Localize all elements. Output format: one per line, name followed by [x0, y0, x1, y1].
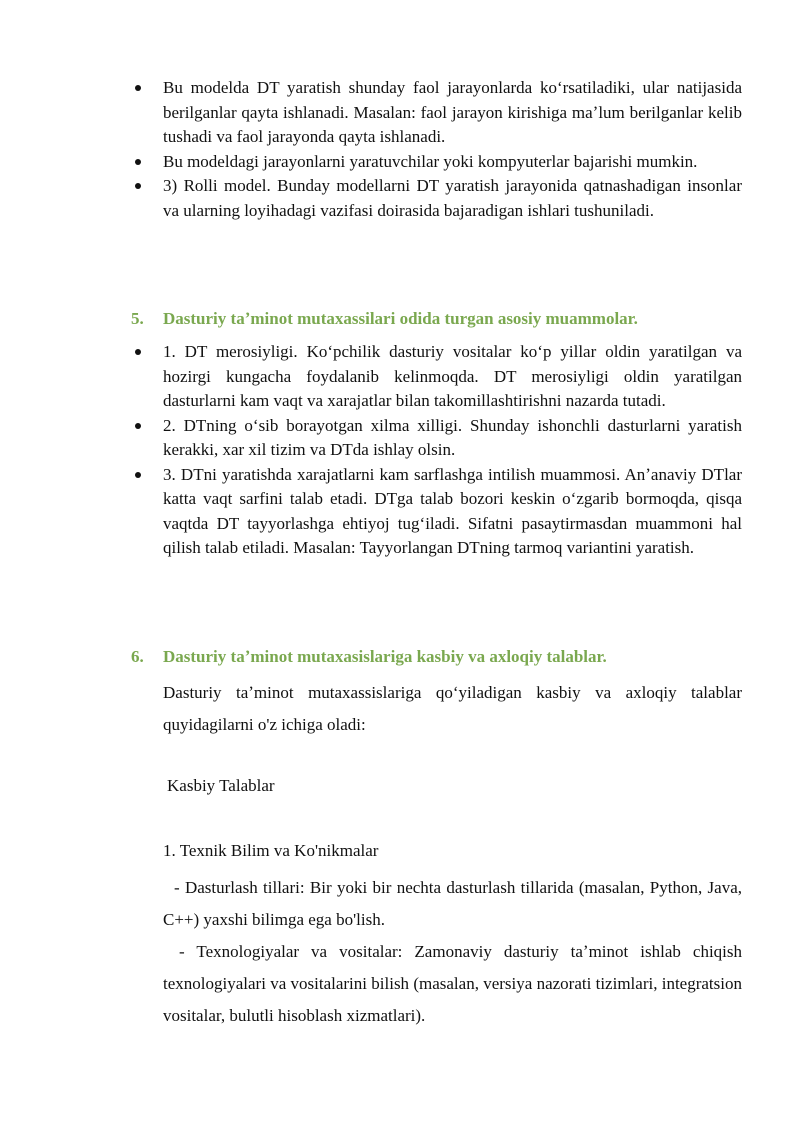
item-title: 1. Texnik Bilim va Ko'nikmalar	[163, 841, 379, 860]
bullet-list-problems	[134, 340, 742, 561]
item-point: - Dasturlash tillari: Bir yoki bir nechta dasturlash tillarida (masalan, Python, Java, C++) yaxshi bilimga ega bo'lish.	[163, 878, 742, 929]
list-item: 1. DT merosiyligi. Koʻpchilik dasturiy vositalar koʻp yillar oldin yaratilgan va hozirgi kungacha foydalanib kelinmoqda. DT merosiyligi oldin yaratilgan dasturlarni kam vaqt va xarajatlar bilan takomillashtirishni nazarda tutadi.	[134, 340, 742, 414]
intro-paragraph: Dasturiy taʼminot mutaxassislariga qoʻyiladigan kasbiy va axloqiy talablar quyidagilarni o'z ichiga oladi:	[163, 683, 742, 734]
list-item: 3) Rolli model. Bunday modellarni DT yaratish jarayonida qatnashadigan insonlar va ularning loyihadagi vazifasi doirasida bajaradigan ishlari tushuniladi.	[134, 174, 742, 223]
list-item: 2. DTning oʻsib borayotgan xilma xilligi. Shunday ishonchli dasturlarni yaratish kerakki, xar xil tizim va DTda ishlay olsin.	[134, 414, 742, 463]
list-item: Bu modeldagi jarayonlarni yaratuvchilar yoki kompyuterlar bajarishi mumkin.	[134, 150, 742, 175]
subheading-kasbiy-talablar: Kasbiy Talablar	[167, 776, 275, 795]
list-item: 3. DTni yaratishda xarajatlarni kam sarflashga intilish muammosi. Anʼanaviy DTlar katta vaqt sarfini talab etadi. DTga talab bozori keskin oʻzgarib bormoqda, qisqa vaqtda DT tayyorlashga ehtiyoj tugʻiladi. Sifatni pasaytirmasdan muammoni hal qilish talab etiladi. Masalan: Tayyorlangan DTning tarmoq variantini yaratish.	[134, 463, 742, 561]
section-title: Dasturiy taʼminot mutaxassilari odida turgan asosiy muammolar.	[163, 309, 638, 328]
item-point: - Texnologiyalar va vositalar: Zamonaviy dasturiy taʼminot ishlab chiqish texnologiyalari va vositalarini bilish (masalan, versiya nazorati tizimlari, integratsion vositalar, bulutli hisoblash xizmatlari).	[163, 942, 742, 1025]
section-title: Dasturiy taʼminot mutaxasislariga kasbiy va axloqiy talablar.	[163, 647, 607, 666]
bullet-list-models	[134, 76, 742, 223]
section-number: 6.	[131, 647, 144, 666]
list-item: Bu modelda DT yaratish shunday faol jarayonlarda koʻrsatiladiki, ular natijasida berilganlar qayta ishlanadi. Masalan: faol jarayon kirishiga maʼlum berilganlar kelib tushadi va faol jarayonda qayta ishlanadi.	[134, 76, 742, 150]
section-heading-6	[131, 647, 607, 667]
section-heading-5	[131, 309, 638, 329]
section-number: 5.	[131, 309, 144, 328]
